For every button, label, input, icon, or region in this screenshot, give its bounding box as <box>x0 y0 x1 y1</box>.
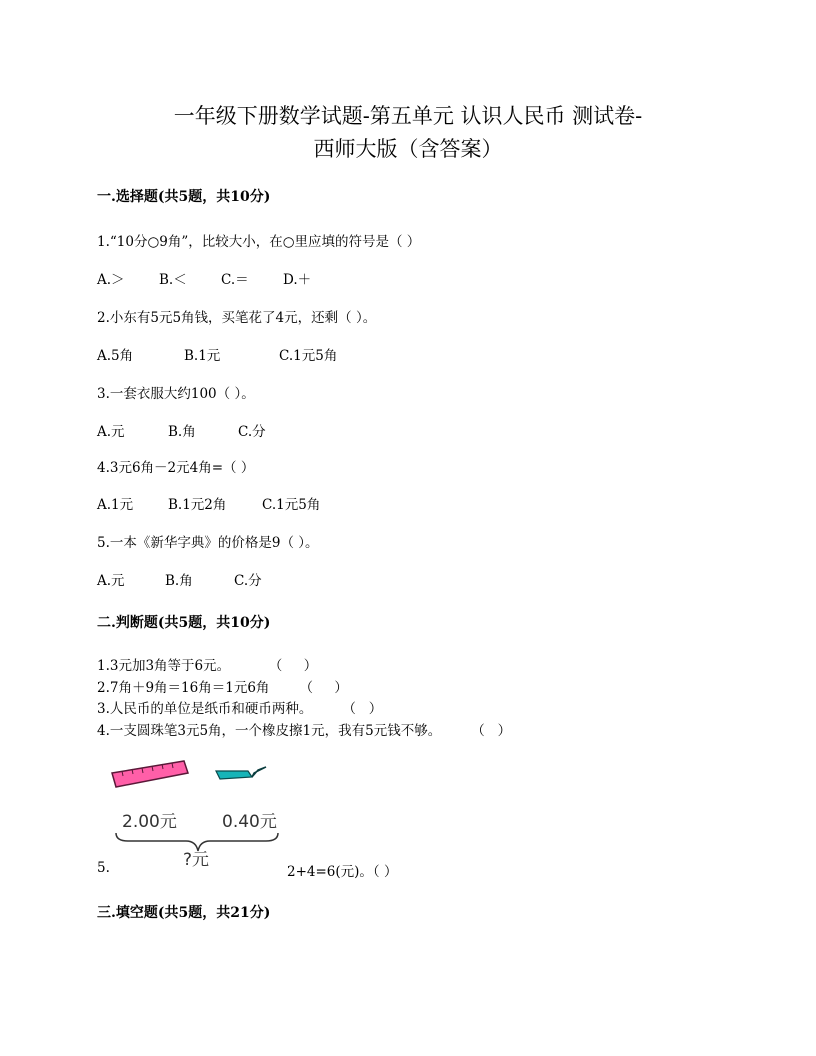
question-4-options <box>97 493 352 513</box>
total-price-label: ?元 <box>183 850 210 870</box>
pencil-knife-icon <box>216 767 266 779</box>
judge-item-2: 2.7角＋9角＝16角＝1元6角 （ ） <box>97 680 348 696</box>
option-c: C.1元5角 <box>279 348 338 364</box>
question-5-text: 5.一本《新华字典》的价格是9（ ）。 <box>97 535 319 551</box>
option-b: B.1元 <box>184 348 221 364</box>
option-d: D.＋ <box>283 272 312 288</box>
judge-item-4: 4.一支圆珠笔3元5角，一个橡皮擦1元，我有5元钱不够。 （ ） <box>97 723 512 739</box>
question-2-options <box>97 344 369 364</box>
option-a: A.5角 <box>97 348 134 364</box>
option-b: B.＜ <box>159 272 187 288</box>
question-3-text: 3.一套衣服大约100（ ）。 <box>97 386 255 402</box>
ruler-price-label: 2.00元 <box>122 812 177 832</box>
option-a: A.＞ <box>97 272 125 288</box>
option-a: A.元 <box>97 573 125 589</box>
section-heading-judge: 二.判断题(共5题，共10分) <box>97 615 271 631</box>
question-3-options <box>97 420 298 440</box>
judge-item-5-number: 5. <box>97 860 110 876</box>
judge-item-1: 1.3元加3角等于6元。 （ ） <box>97 658 318 674</box>
option-c: C.分 <box>238 424 266 440</box>
option-b: B.角 <box>168 424 196 440</box>
question-2-text: 2.小东有5元5角钱，买笔花了4元，还剩（ ）。 <box>97 310 377 326</box>
question-4-text: 4.3元6角－2元4角=（ ） <box>97 460 255 476</box>
page-title-line1: 一年级下册数学试题-第五单元 认识人民币 测试卷- <box>173 104 643 128</box>
option-c: C.＝ <box>221 272 249 288</box>
price-diagram <box>108 757 286 873</box>
ruler-icon <box>112 761 188 787</box>
question-1-options <box>97 268 345 288</box>
judge-item-3: 3.人民币的单位是纸币和硬币两种。 （ ） <box>97 701 383 717</box>
option-b: B.1元2角 <box>168 497 227 513</box>
judge-item-5-text: 2+4=6(元)。（ ） <box>287 864 398 880</box>
option-a: A.1元 <box>97 497 134 513</box>
question-5-options <box>97 569 294 589</box>
option-b: B.角 <box>165 573 193 589</box>
section-heading-fill: 三.填空题(共5题，共21分) <box>97 905 271 921</box>
option-a: A.元 <box>97 424 125 440</box>
question-1-text: 1.“10分○9角”，比较大小，在○里应填的符号是（ ） <box>97 234 421 250</box>
page-title-line2: 西师大版（含答案） <box>313 137 503 161</box>
section-heading-choice: 一.选择题(共5题，共10分) <box>97 189 271 205</box>
knife-price-label: 0.40元 <box>222 812 277 832</box>
option-c: C.1元5角 <box>262 497 321 513</box>
ruler-knife-price-figure <box>108 757 286 873</box>
option-c: C.分 <box>234 573 262 589</box>
